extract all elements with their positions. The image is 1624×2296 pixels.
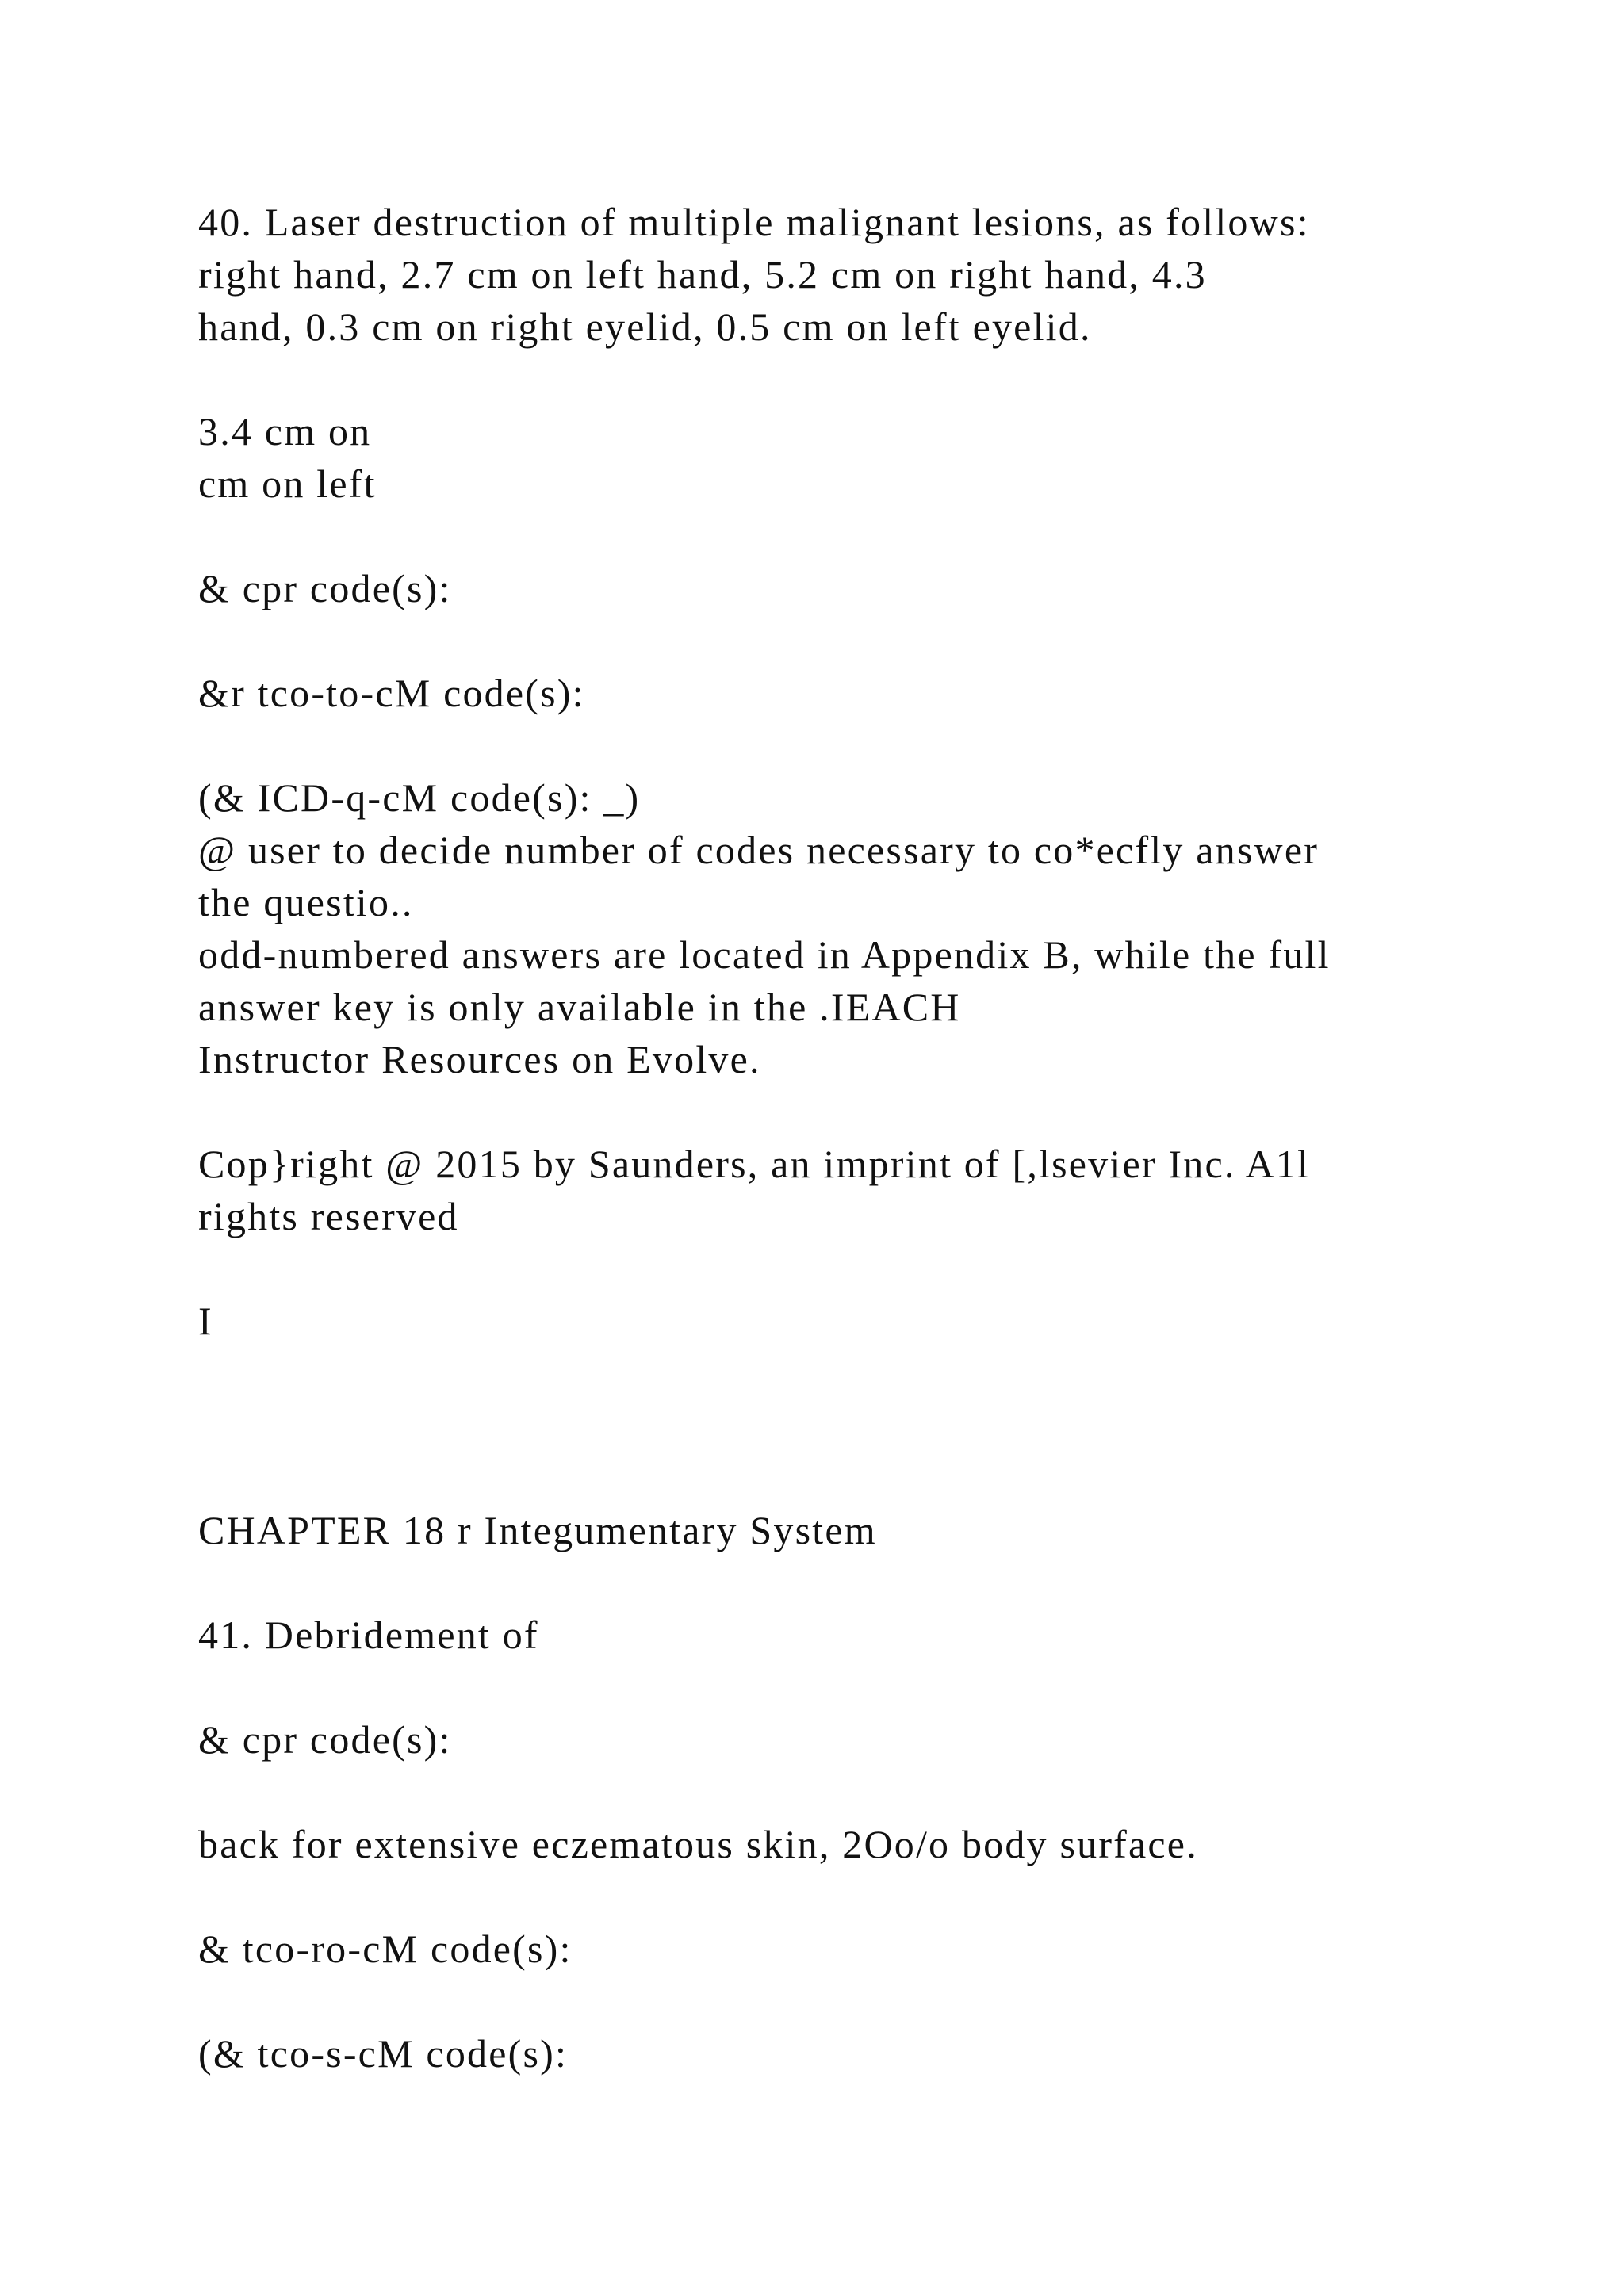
question-40-line-3: hand, 0.3 cm on right eyelid, 0.5 cm on left eyelid.	[198, 304, 1092, 349]
question-41-title: 41. Debridement of	[198, 1613, 539, 1657]
question-40-icd9-code: (& ICD-q-cM code(s): _)	[198, 775, 641, 820]
note-line-4: answer key is only available in the .IEACH	[198, 985, 961, 1029]
note-line-1: @ user to decide number of codes necessary to co*ecfly answer	[198, 828, 1320, 872]
question-41-detail: back for extensive eczematous skin, 2Oo/o body surface.	[198, 1822, 1198, 1866]
copyright-line-2: rights reserved	[198, 1194, 459, 1238]
copyright-line-1: Cop}right @ 2015 by Saunders, an imprint of [,lsevier Inc. A1l	[198, 1142, 1311, 1186]
question-40-fragment-2: cm on left	[198, 461, 377, 506]
note-line-5: Instructor Resources on Evolve.	[198, 1037, 761, 1081]
stray-mark: I	[198, 1299, 213, 1343]
question-41-icd9-code: (& tco-s-cM code(s):	[198, 2031, 569, 2076]
question-41-icd10-code: & tco-ro-cM code(s):	[198, 1927, 573, 1971]
note-line-3: odd-numbered answers are located in Appendix B, while the full	[198, 932, 1331, 977]
question-41-cpt-code: & cpr code(s):	[198, 1717, 452, 1762]
question-40-line-2: right hand, 2.7 cm on left hand, 5.2 cm on right hand, 4.3	[198, 252, 1207, 297]
question-40-cpt-code: & cpr code(s):	[198, 566, 452, 610]
question-40-fragment-1: 3.4 cm on	[198, 409, 372, 453]
chapter-heading: CHAPTER 18 r Integumentary System	[198, 1508, 877, 1552]
question-40-icd10-code: &r tco-to-cM code(s):	[198, 671, 585, 715]
note-line-2: the questio..	[198, 880, 414, 924]
question-40-title: 40. Laser destruction of multiple malignant lesions, as follows:	[198, 200, 1310, 244]
